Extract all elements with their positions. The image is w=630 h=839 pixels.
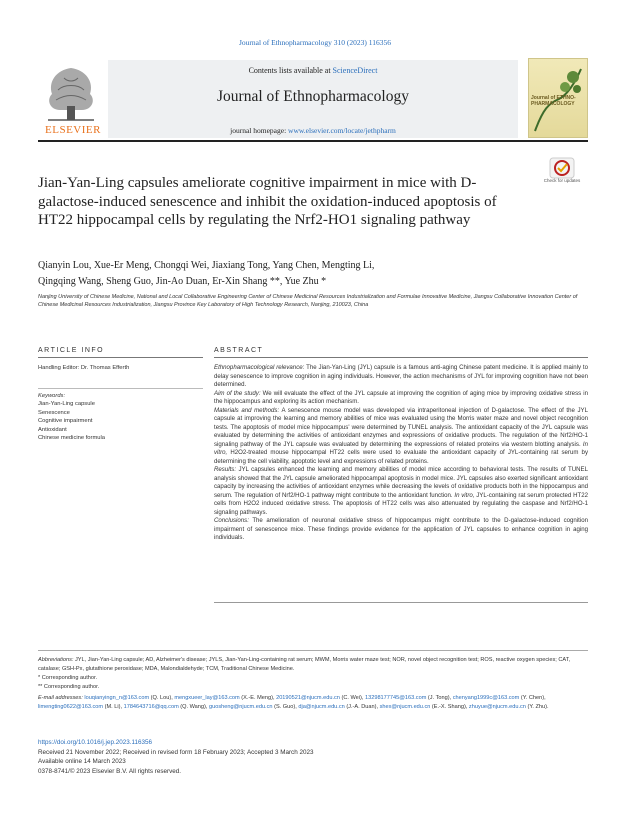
email-link[interactable]: limengting0622@163.com — [38, 703, 104, 710]
aim-label: Aim of the study: — [214, 389, 261, 397]
methods-invitro: In vitro, — [214, 440, 588, 457]
abstract-results — [214, 466, 588, 517]
keywords-label: Keywords: — [38, 393, 66, 399]
ethno-text: The Jian-Yan-Ling (JYL) capsule is a famous anti-aging Chinese patent medicine. It is applied mainly to delay senescence to improve cognition in aging individuals. However, the action mechanisms of JYL for improving cognition have not been determined. — [214, 364, 588, 389]
keyword-item: Jian-Yan-Ling capsule — [38, 401, 95, 408]
email-link[interactable]: 13298177745@163.com — [365, 695, 427, 701]
abstract-ethno — [214, 364, 588, 390]
email-link[interactable]: mengxueer_lay@163.com — [174, 695, 240, 701]
email-link[interactable]: dja@njucm.edu.cn — [298, 703, 345, 710]
email-link[interactable]: zhuyue@njucm.edu.cn — [468, 703, 526, 710]
results-invitro: In vitro, — [454, 491, 475, 499]
abstract-methods — [214, 407, 588, 467]
article-meta — [38, 738, 588, 776]
email-link[interactable]: 1784643716@qq.com — [123, 703, 179, 710]
email-link[interactable]: 20190521@njucm.edu.cn — [276, 695, 340, 701]
corresponding-author-2: ** Corresponding author. — [38, 683, 100, 690]
email-owner: (S. Guo), — [272, 703, 299, 710]
email-owner: (E.-X. Shang), — [430, 703, 469, 710]
abstract-body — [214, 364, 588, 543]
article-info-heading: ARTICLE INFO — [38, 347, 105, 354]
email-link[interactable]: chenyang1999c@163.com — [452, 695, 520, 701]
abbreviations-label: Abbreviations: — [38, 657, 74, 663]
email-addresses — [38, 694, 588, 711]
journal-title: Journal of Ethnopharmacology — [217, 88, 409, 105]
journal-homepage — [108, 126, 518, 135]
article-title: Jian-Yan-Ling capsules ameliorate cognitive impairment in mice with D-galactose-induced senescence and inhibit the oxidation-induced apoptosis of HT22 hippocampal cells by regulating the Nrf2-HO1 signaling pathway — [38, 175, 497, 228]
authors-line-2: Qingqing Wang, Sheng Guo, Jin-Ao Duan, Er-Xin Shang **, Yue Zhu * — [38, 276, 327, 287]
journal-reference[interactable]: Journal of Ethnopharmacology 310 (2023) 116356 — [239, 38, 391, 47]
keyword-item: Cognitive impairment — [38, 418, 93, 425]
email-owner: (C. Wei), — [339, 695, 365, 701]
results-text: JYL capsules enhanced the learning and memory abilities of model mice according to behavioral tests. The results of TUNEL analysis showed that the JYL capsule ameliorated hippocampal apoptosis in model mice. JYL capsules also exerted significant antioxidant capacity by increasing the activities of antioxidant enzymes while decreasing the levels of oxidative products both in the hippocampus and serum. The regulation of Nrf2/HO-1 pathway might contribute to the antioxidant function. — [214, 466, 588, 499]
copyright: 0378-8741/© 2023 Elsevier B.V. All rights reserved. — [38, 767, 182, 775]
article-info-rule — [38, 357, 203, 358]
elsevier-tree-logo — [38, 60, 104, 130]
handling-editor: Handling Editor: Dr. Thomas Efferth — [38, 365, 130, 371]
authors-line-1: Qianyin Lou, Xue-Er Meng, Chongqi Wei, Jiaxiang Tong, Yang Chen, Mengting Li, — [38, 260, 375, 271]
abbreviations — [38, 656, 588, 673]
footnotes — [38, 656, 588, 711]
email-owner: (J.-A. Duan), — [344, 703, 380, 710]
email-owner: (Y. Chen), — [519, 695, 546, 701]
email-owner: (J. Tong), — [426, 695, 453, 701]
keyword-item: Senescence — [38, 409, 70, 416]
check-for-updates-icon[interactable] — [540, 156, 584, 190]
email-owner: (X.-E. Meng), — [239, 695, 277, 701]
received-dates: Received 21 November 2022; Received in revised form 18 February 2023; Accepted 3 March 2023 — [38, 748, 314, 756]
methods-text: A senescence mouse model was developed via intraperitoneal injection of D-galactose. The effect of the JYL capsule at improving the learning and memory abilities of mice was evaluated using the Morris water maze and novel object recognition tests. The apoptosis of model mice hippocampus' were determined by TUNEL analysis. The antioxidant capacity of the JYL capsule was evaluated by determining the activities of antioxidant enzymes and expressions of oxidative products. The regulation of the Nrf2/HO-1 signaling pathway of the JYL capsule was evaluated by determining the expressions of related proteins via western blotting analysis. — [214, 406, 588, 448]
author-list — [38, 258, 558, 290]
conclusions-text: The amelioration of neuronal oxidative stress of hippocampus might contribute to the D-galactose-induced cognition impairment of senescence mice. These findings provide evidence for the application of JYL capsules to enhance cognition in aging individuals. — [214, 517, 588, 542]
results-text-2: JYL-containing rat serum protected HT22 cells from H2O2 induced oxidative stress. The apoptosis of HT22 cells was also attenuated by regulating the caspase and Nrf2/HO-1 signaling pathways. — [214, 491, 588, 516]
aim-text: We will evaluate the effect of the JYL capsule at improving the cognition of aging mice by improving oxidative stress in the hippocampus and exploring its action mechanism. — [214, 389, 588, 406]
email-list — [38, 695, 549, 710]
conclusions-label: Conclusions: — [214, 517, 249, 525]
abstract-heading: ABSTRACT — [214, 347, 264, 354]
email-link[interactable]: guosheng@njucm.edu.cn — [209, 703, 273, 710]
methods-text-2: H2O2-treated mouse hippocampal HT22 cells were used to evaluate the antioxidant capacity of JYL-containing rat serum by determining the cell viability, apoptotic level and expressions of related proteins. — [214, 449, 588, 465]
corresponding-author-1: * Corresponding author. — [38, 675, 98, 681]
sciencedirect-link[interactable]: ScienceDirect — [332, 66, 378, 75]
elsevier-wordmark: ELSEVIER — [45, 124, 101, 136]
contents-prefix: Contents lists available at — [248, 66, 333, 75]
cover-title: Journal of ETHNO-PHARMACOLOGY — [531, 95, 576, 107]
results-label: Results: — [214, 466, 237, 474]
header-divider — [38, 140, 588, 142]
homepage-link[interactable]: www.elsevier.com/locate/jethpharm — [288, 126, 396, 135]
abstract-aim — [214, 390, 588, 407]
email-owner: (Y. Zhu). — [525, 703, 549, 710]
affiliation: Nanjing University of Chinese Medicine, National and Local Collaborative Engineering Center of Chinese Medicinal Resources Industrialization and Formulae Innovative Medicine, Jiangsu Collaborative Innovation Center of Chinese Medicinal Resources Industrialization, Jiangsu Province Key Laboratory of High Technology Research, Nanjing, 210023, China — [38, 294, 578, 308]
contents-line — [108, 66, 518, 75]
abbreviations-text: JYL, Jian-Yan-Ling capsule; AD, Alzheimer's disease; JYLS, Jian-Yan-Ling-containing rat serum; MWM, Morris water maze test; NOR, novel object recognition test; ROS, reactive oxygen species; CAT, catalase; GSH-Px, glutathione peroxidase; MDA, Malondialdehyde; TCM, Traditional Chinese Medicine. — [38, 657, 571, 672]
methods-label: Materials and methods: — [214, 406, 280, 414]
keywords-block — [38, 392, 203, 442]
doi-link[interactable]: https://doi.org/10.1016/j.jep.2023.116356 — [38, 739, 153, 746]
email-owner: (Q. Wang), — [178, 703, 209, 710]
email-owner: (M. Li), — [103, 703, 124, 710]
email-owner: (Q. Lou), — [149, 695, 175, 701]
abstract-conclusions — [214, 517, 588, 543]
available-online: Available online 14 March 2023 — [38, 758, 126, 765]
keyword-item: Chinese medicine formula — [38, 435, 106, 442]
footnote-rule — [38, 650, 588, 651]
email-link[interactable]: louqianyingn_n@163.com — [84, 695, 150, 701]
keyword-item: Antioxidant — [38, 426, 67, 433]
check-for-updates-label[interactable]: Check for updates — [543, 178, 581, 183]
homepage-prefix: journal homepage: — [230, 126, 289, 135]
abstract-rule — [214, 357, 588, 358]
email-label: E-mail addresses: — [38, 695, 83, 701]
article-info-subrule — [38, 388, 203, 389]
email-link[interactable]: shex@njucm.edu.cn — [379, 703, 431, 710]
abstract-bottom-rule — [214, 602, 588, 603]
ethno-label: Ethnopharmacological relevance: — [214, 364, 305, 371]
